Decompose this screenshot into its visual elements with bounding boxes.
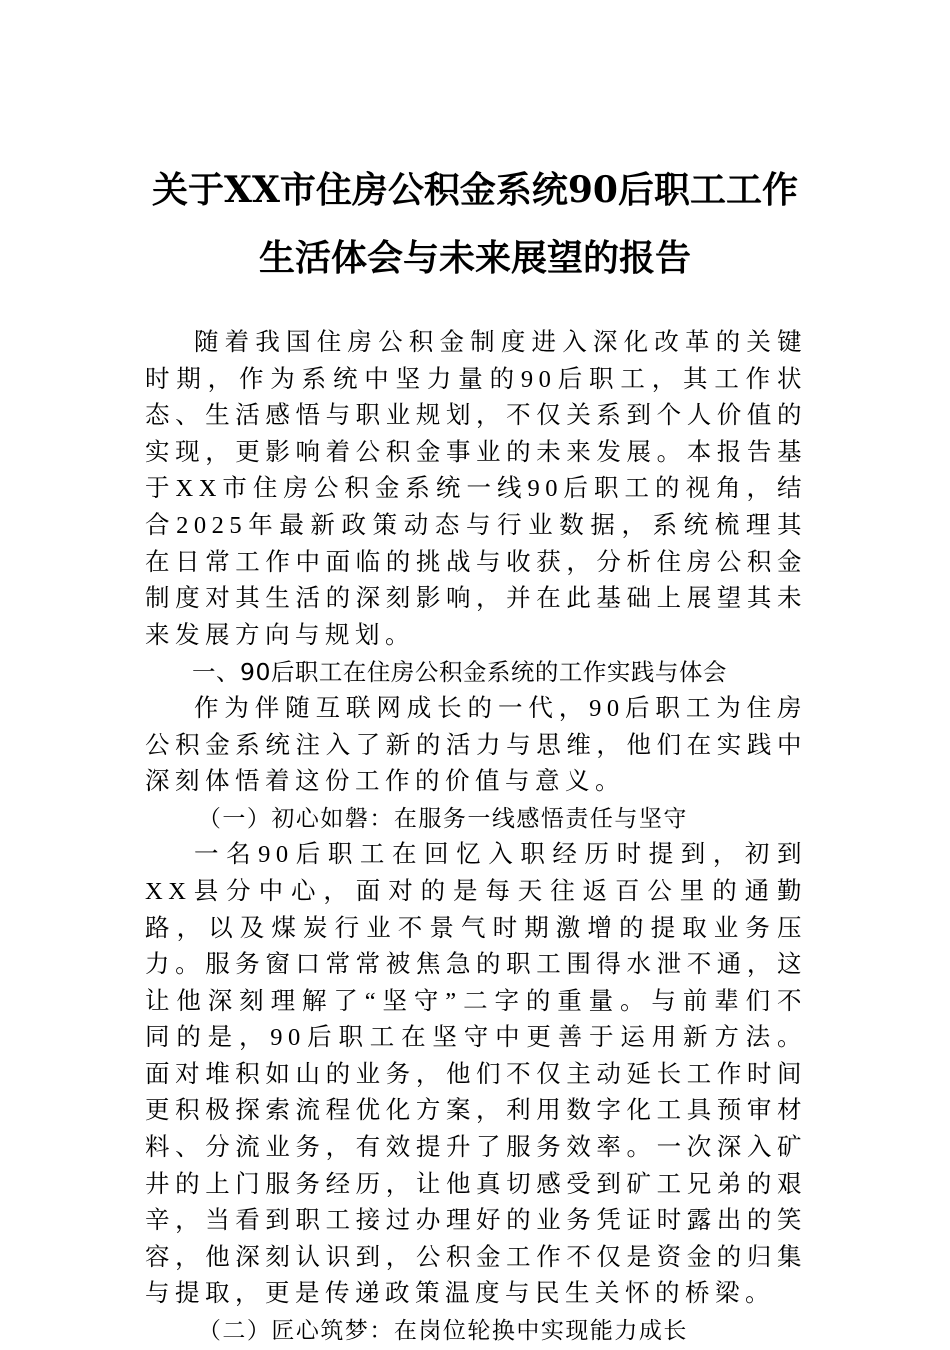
subsection-heading-2: （二）匠心筑梦：在岗位轮换中实现能力成长 xyxy=(197,1318,688,1345)
document-title xyxy=(120,156,830,292)
title-line-2: 生活体会与未来展望的报告 xyxy=(258,237,691,279)
section-heading-1: 一、90后职工在住房公积金系统的工作实践与体会 xyxy=(192,658,727,687)
subsection-1-paragraph: 一名90后职工在回忆入职经历时提到，初到XX县分中心，面对的是每天往返百公里的通勤路，以及煤炭行业不景气时期激增的提取业务压力。服务窗口常常被焦急的职工围得水泄不通，这让他深刻理解了“坚守”二字的重量。与前辈们不同的是，90后职工在坚守中更善于运用新方法。面对堆积如山的业务，他们不仅主动延长工作时间更积极探索流程优化方案，利用数字化工具预审材料、分流业务，有效提升了服务效率。一次深入矿井的上门服务经历，让他真切感受到矿工兄弟的艰辛，当看到职工接过办理好的业务凭证时露出的笑容，他深刻认识到，公积金工作不仅是资金的归集与提取，更是传递政策温度与民生关怀的桥梁。 xyxy=(145,841,807,1308)
subsection-heading-1: （一）初心如磐：在服务一线感悟责任与坚守 xyxy=(197,805,688,832)
intro-paragraph: 随着我国住房公积金制度进入深化改革的关键时期，作为系统中坚力量的90后职工，其工作状态、生活感悟与职业规划，不仅关系到个人价值的实现，更影响着公积金事业的未来发展。本报告基于XX市住房公积金系统一线90后职工的视角，结合2025年最新政策动态与行业数据，系统梳理其在日常工作中面临的挑战与收获，分析住房公积金制度对其生活的深刻影响，并在此基础上展望其未来发展方向与规划。 xyxy=(145,329,807,649)
section-1-intro-paragraph: 作为伴随互联网成长的一代，90后职工为住房公积金系统注入了新的活力与思维，他们在实践中深刻体悟着这份工作的价值与意义。 xyxy=(145,694,807,796)
document-body xyxy=(145,325,807,1350)
title-line-1: 关于XX市住房公积金系统90后职工工作 xyxy=(152,169,798,211)
